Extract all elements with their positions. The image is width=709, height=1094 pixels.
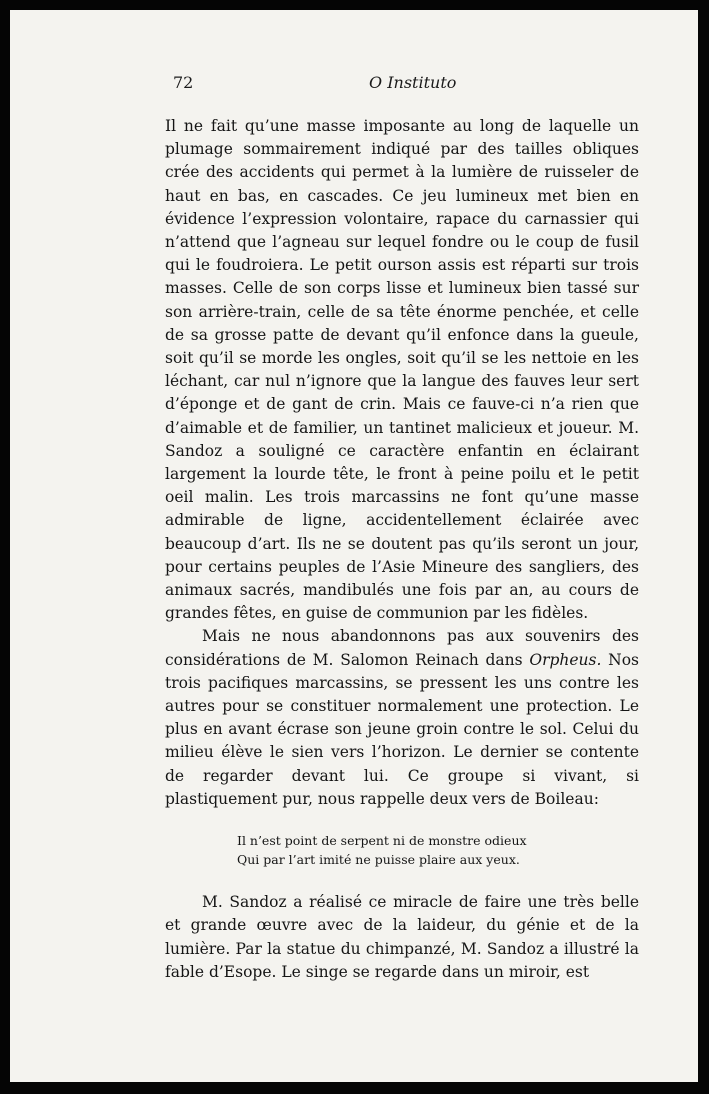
quote-line-1: Il n’est point de serpent ni de monstre odieux (237, 833, 527, 849)
page-header (173, 73, 647, 97)
paragraph-2 (165, 625, 639, 811)
paragraph-3: M. Sandoz a réalisé ce miracle de faire une très belle et grande œuvre avec de la laideur, du génie et de la lumière. Par la statue du chimpanzé, M. Sandoz a illustré la fable d’Esope. Le singe se regarde dans un miroir, est (165, 893, 639, 981)
paragraph-2-end: Nos trois pacifiques marcassins, se pressent les uns contre les autres pour se constituer normalement une protection. Le plus en avant écrase son jeune groin contre le sol. Celui du milieu élève le sien vers l’horizon. Le dernier se contente de regarder devant lui. Ce groupe si vivant, si plastiquement pur, nous rappelle deux vers de Boileau: (165, 650, 640, 808)
orpheus-title: Orpheus. (529, 650, 602, 669)
paragraph-1: Il ne fait qu’une masse imposante au long de laquelle un plumage sommairement indiqué par des tailles obliques crée des accidents qui permet à la lumière de ruisseler de haut en bas, en cascades. Ce jeu lumineux met bien en évidence l’expression volontaire, rapace du carnassier qui n’attend que l’agneau sur lequel fondre ou le coup de fusil qui le foudroiera. Le petit ourson assis est réparti sur trois masses. Celle de son corps lisse et lumineux bien tassé sur son arrière-train, celle de sa tête énorme penchée, et celle de sa grosse patte de devant qu’il enfonce dans la gueule, soit qu’il se morde les ongles, soit qu’il se les nettoie en les léchant, car nul n’ignore que la langue des fauves leur sert d’éponge et de gant de crin. Mais ce fauve-ci n’a rien que d’aimable et de familier, un tantinet malicieux et joueur. M. Sandoz a souligné ce caractère enfantin en éclairant largement la lourde tête, le front à peine poilu et le petit oeil malin. Les trois marcassins ne font qu’une masse admirable de ligne, accidentellement éclairée avec beaucoup d’art. Ils ne se doutent pas qu’ils seront un jour, pour certains peuples de l’Asie Mineure des sangliers, des animaux sacrés, mandibulés une fois par an, au cours de grandes fêtes, en guise de communion par les fidèles. (165, 117, 639, 623)
running-title: O Instituto (369, 73, 457, 92)
page-number: 72 (173, 73, 194, 92)
body-text (165, 115, 639, 984)
paragraph-2-start: Mais ne nous abandonnons pas aux souvenirs des considérations de M. Salomon Reinach dans (165, 627, 639, 669)
boileau-quote (165, 831, 639, 869)
book-page (10, 10, 698, 1082)
quote-line-2: Qui par l’art imité ne puisse plaire aux yeux. (237, 852, 520, 868)
